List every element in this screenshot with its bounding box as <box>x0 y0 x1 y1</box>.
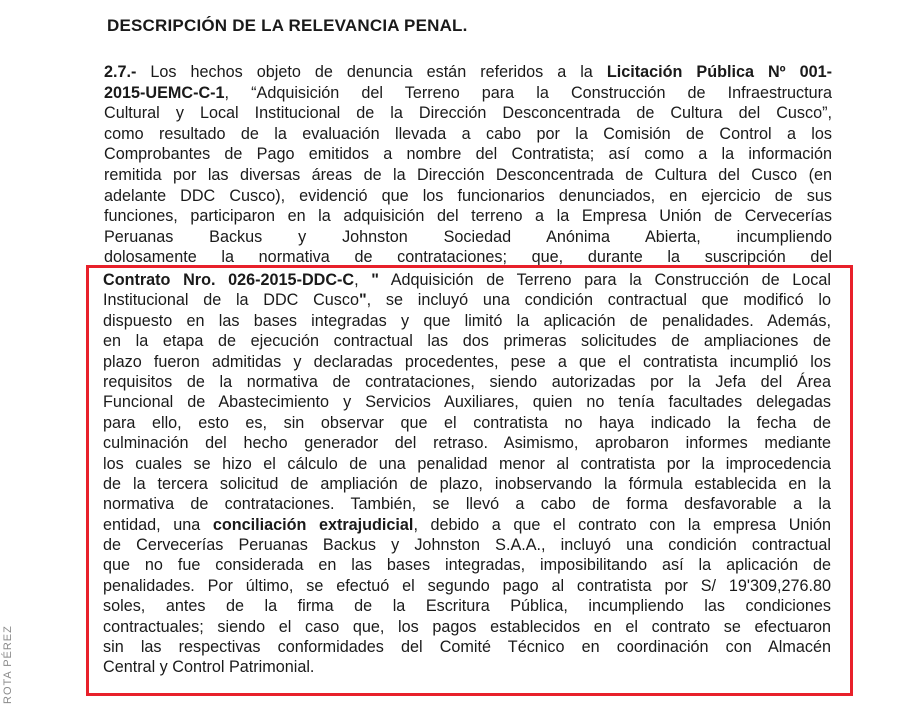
text-run: para ello, esto es, sin observar que el contratista no haya indicado la fecha de <box>103 413 831 432</box>
text-run: como resultado de la evaluación llevada a cabo por la Comisión de Control a los <box>104 124 832 143</box>
text-run: contractuales; siendo el caso que, los pagos establecidos en el contrato se efectuaron <box>103 617 831 636</box>
clipped-line-text: dolosamente la normativa de contrataciones; que, durante la suscripción del <box>104 248 832 267</box>
text-run: soles, antes de la firma de la Escritura Pública, incumpliendo las condiciones <box>103 597 831 616</box>
text-line <box>103 535 831 555</box>
text-run: penalidades. Por último, se efectuó el segundo pago al contratista por S/ 19'309,276.80 <box>103 576 831 595</box>
text-line <box>104 62 832 83</box>
text-line <box>103 311 831 331</box>
text-line <box>104 186 832 207</box>
text-line <box>103 352 831 372</box>
text-run: Institucional de la DDC Cusco <box>103 291 359 310</box>
text-line <box>104 144 832 165</box>
bold-text-run: Licitación Pública Nº 001- <box>606 63 832 81</box>
text-line <box>103 372 831 392</box>
text-run: Peruanas Backus y Johnston Sociedad Anónima Abierta, incumpliendo <box>104 227 832 246</box>
text-run: requisitos de la normativa de contrataciones, siendo autorizadas por la Jefa del Área <box>103 372 831 391</box>
paragraph-context <box>104 62 832 268</box>
text-run: plazo fueron admitidas y declaradas procedentes, pese a que el contratista incumplió los <box>103 352 831 371</box>
text-run: Funcional de Abastecimiento y Servicios Auxiliares, quien no tenía facultades delegadas <box>103 393 831 412</box>
bold-text-run: " <box>371 271 379 289</box>
text-run: entidad, una <box>103 515 213 534</box>
paragraph-lines <box>103 270 831 678</box>
bold-text-run: 2015-UEMC-C-1 <box>104 83 225 102</box>
text-line <box>103 290 831 310</box>
text-run: Adquisición de Terreno para la Construcción de Local <box>378 271 831 289</box>
text-run: , <box>354 271 372 289</box>
text-run: Comprobantes de Pago emitidos a nombre del Contratista; así como a la información <box>104 145 832 164</box>
text-run: culminación del hecho generador del retraso. Asimismo, aprobaron informes mediante <box>103 434 831 453</box>
text-line <box>103 657 831 677</box>
text-run: , “Adquisición del Terreno para la Construcción de Infraestructura <box>224 83 832 102</box>
text-run: Central y Control Patrimonial. <box>103 658 315 677</box>
text-line <box>103 637 831 657</box>
text-line <box>103 454 831 474</box>
text-run: de Cervecerías Peruanas Backus y Johnston S.A.A., incluyó una condición contractual <box>103 536 831 555</box>
text-run: normativa de contrataciones. También, se llevó a cabo de forma desfavorable a la <box>103 495 831 514</box>
text-line <box>103 596 831 616</box>
text-run: dispuesto en las bases integradas y que limitó la aplicación de penalidades. Además, <box>103 311 831 330</box>
text-line <box>104 103 832 124</box>
text-line <box>103 576 831 596</box>
text-line <box>104 206 832 227</box>
paragraph-lines <box>104 62 832 247</box>
text-run: remitida por las diversas áreas de la Dirección Desconcentrada de Cultura del Cusco (en <box>104 165 832 184</box>
bold-text-run: conciliación extrajudicial <box>212 515 414 534</box>
text-line <box>103 331 831 351</box>
text-line <box>104 165 832 186</box>
text-run: adelante DDC Cusco), evidenció que los funcionarios denunciados, en ejercicio de sus <box>104 186 832 205</box>
section-heading: DESCRIPCIÓN DE LA RELEVANCIA PENAL. <box>107 16 468 35</box>
text-line <box>103 515 831 535</box>
text-run: , debido a que el contrato con la empresa Unión <box>413 515 831 534</box>
text-run: Los hechos objeto de denuncia están referidos a la <box>136 63 607 81</box>
text-line <box>103 474 831 494</box>
stamp-line: ROTA PÉREZ <box>2 625 14 704</box>
text-line <box>104 227 832 248</box>
text-run: que no fue considerada en las bases integradas, imposibilitando así la aplicación de <box>103 556 831 575</box>
text-run: Cultural y Local Institucional de la Dirección Desconcentrada de Cultura del Cusco”, <box>104 104 832 123</box>
text-line <box>103 413 831 433</box>
text-run: en la etapa de ejecución contractual las dos primeras solicitudes de ampliaciones de <box>103 332 831 351</box>
text-line <box>103 433 831 453</box>
bold-text-run: Contrato Nro. 026-2015-DDC-C <box>103 271 355 289</box>
text-line <box>104 124 832 145</box>
text-line <box>104 83 832 104</box>
paragraph-highlighted <box>103 270 831 678</box>
text-run: de la tercera solicitud de ampliación de plazo, inobservando la fórmula establecida en la <box>103 474 831 493</box>
text-line <box>103 270 831 290</box>
faint-stamp <box>0 600 60 708</box>
bold-text-run: " <box>358 291 367 310</box>
paragraph-clipped-line <box>104 247 832 268</box>
text-run: sin las respectivas conformidades del Comité Técnico en coordinación con Almacén <box>103 638 831 657</box>
text-line <box>103 617 831 637</box>
text-line <box>103 494 831 514</box>
text-run: , se incluyó una condición contractual que modificó lo <box>366 291 831 310</box>
text-line <box>103 392 831 412</box>
text-run: funciones, participaron en la adquisición del terreno a la Empresa Unión de Cervecerías <box>104 207 832 226</box>
bold-text-run: 2.7.- <box>104 63 137 81</box>
text-line <box>103 555 831 575</box>
text-run: los cuales se hizo el cálculo de una penalidad menor al contratista por la improcedencia <box>103 454 831 473</box>
